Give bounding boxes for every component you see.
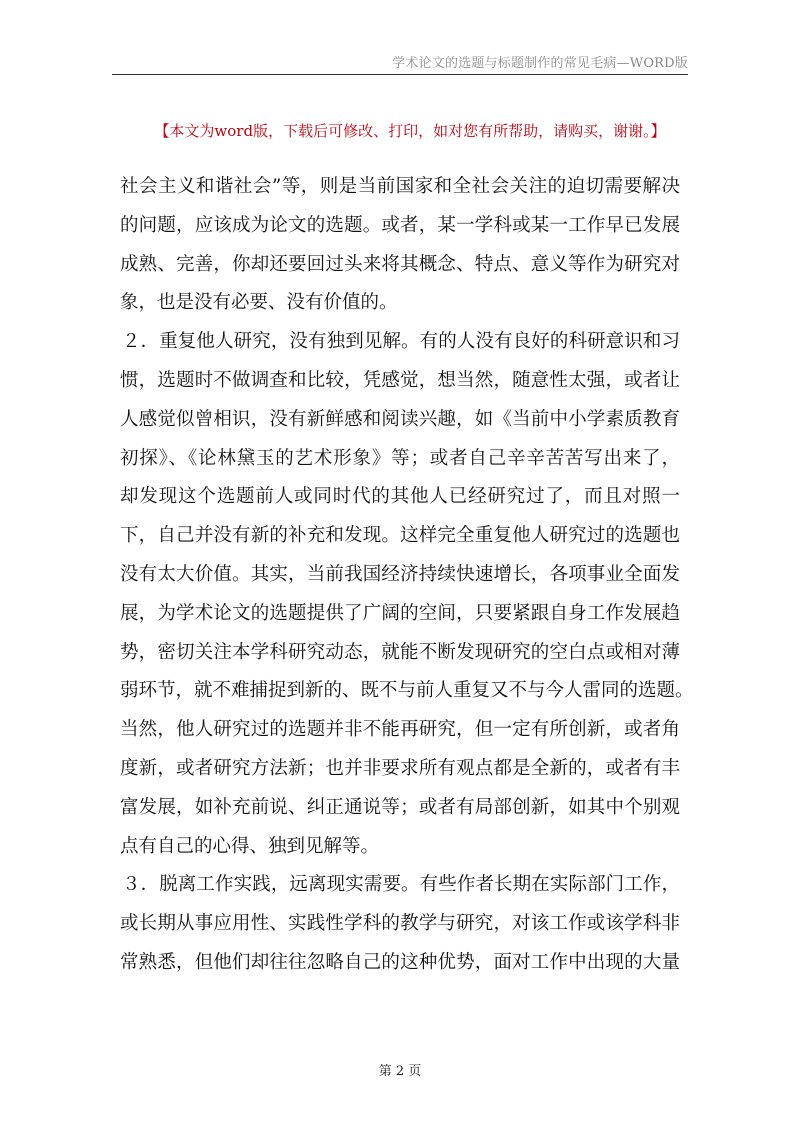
page-header	[112, 52, 688, 75]
text-line: 势，密切关注本学科研究动态，就能不断发现研究的空白点或相对薄	[120, 641, 680, 663]
purchase-notice: 【本文为word版，下载后可修改、打印，如对您有所帮助，请购买，谢谢。】	[154, 122, 666, 140]
text-line: 或长期从事应用性、实践性学科的教学与研究，对该工作或该学科非	[120, 913, 680, 935]
text-line: 初探》、《论林黛玉的艺术形象》等；或者自己辛辛苦苦写出来了，	[120, 447, 680, 469]
text-line: ２．重复他人研究，没有独到见解。有的人没有良好的科研意识和习	[122, 331, 680, 353]
text-line: 富发展，如补充前说、纠正通说等；或者有局部创新，如其中个别观	[120, 796, 680, 818]
text-line: 展，为学术论文的选题提供了广阔的空间，只要紧跟自身工作发展趋	[120, 602, 680, 624]
text-line: 没有太大价值。其实，当前我国经济持续快速增长，各项事业全面发	[120, 563, 680, 585]
text-line: 常熟悉，但他们却往往忽略自己的这种优势，面对工作中出现的大量	[120, 951, 680, 973]
text-line: ３．脱离工作实践，远离现实需要。有些作者长期在实际部门工作，	[122, 874, 680, 896]
text-line: 下，自己并没有新的补充和发现。这样完全重复他人研究过的选题也	[120, 525, 680, 547]
document-body	[120, 168, 694, 983]
text-line: 弱环节，就不难捕捉到新的、既不与前人重复又不与今人雷同的选题。	[120, 680, 694, 702]
text-line: 社会主义和谐社会”等，则是当前国家和全社会关注的迫切需要解决	[120, 176, 680, 197]
text-line: 象，也是没有必要、没有价值的。	[120, 292, 398, 314]
text-line: 点有自己的心得、独到见解等。	[120, 835, 380, 857]
text-line: 人感觉似曾相识，没有新鲜感和阅读兴趣，如《当前中小学素质教育	[120, 408, 680, 430]
header-title: 学术论文的选题与标题制作的常见毛病—WORD版	[392, 56, 688, 71]
text-line: 却发现这个选题前人或同时代的其他人已经研究过了，而且对照一	[120, 486, 680, 508]
text-line: 成熟、完善，你却还要回过头来将其概念、特点、意义等作为研究对	[120, 253, 680, 275]
page-number: 第 2 页	[378, 1064, 422, 1079]
text-line: 的问题，应该成为论文的选题。或者，某一学科或某一工作早已发展	[120, 214, 680, 236]
text-line: 度新，或者研究方法新；也并非要求所有观点都是全新的，或者有丰	[120, 757, 680, 779]
text-line: 当然，他人研究过的选题并非不能再研究，但一定有所创新，或者角	[120, 719, 680, 741]
text-line: 惯，选题时不做调查和比较，凭感觉，想当然，随意性太强，或者让	[120, 369, 680, 391]
